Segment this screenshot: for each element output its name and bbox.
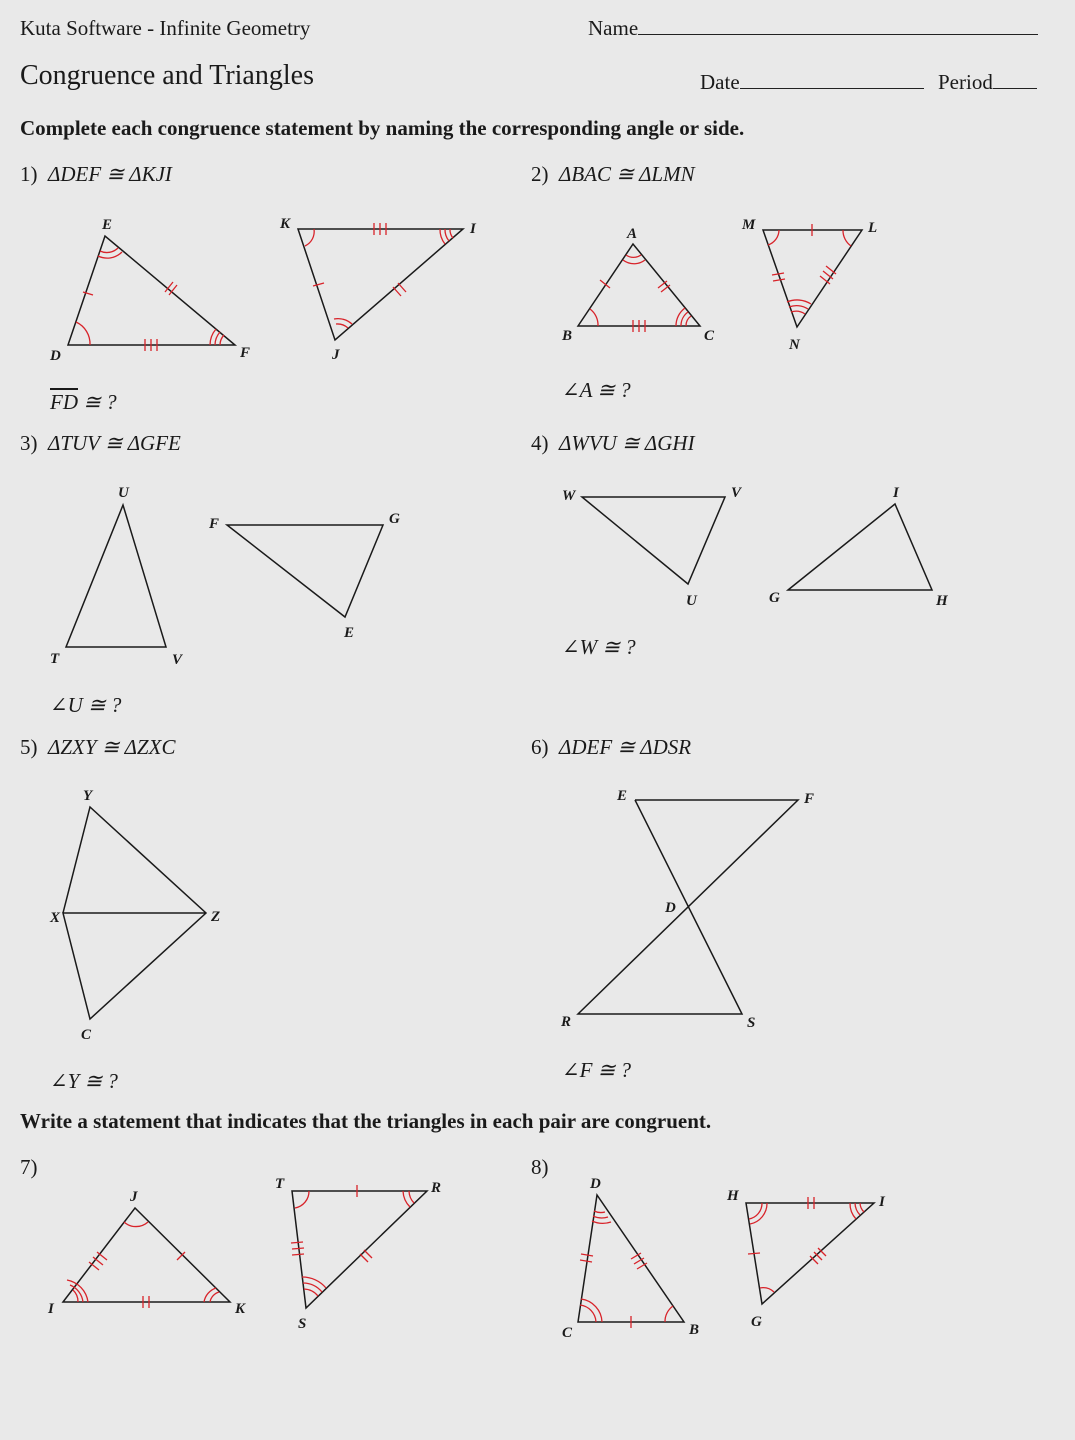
problem-number: 3) [20,431,38,455]
problem-2-figure [561,217,877,353]
name-blank[interactable] [638,33,1038,35]
vertex-label-x: X [50,910,61,926]
vertex-label-d: D [665,900,676,916]
vertex-label-e: E [617,788,628,804]
vertex-label-s: S [298,1316,307,1332]
vertex-label-y: Y [83,788,93,804]
triangle-hig [746,1203,874,1304]
problem-5-figure [49,788,220,1043]
section1-instruction: Complete each congruence statement by naming the corresponding angle or side. [20,116,745,140]
vertex-label-z: Z [211,909,221,925]
vertex-label-j: J [332,347,340,363]
vertex-label-i: I [470,221,476,237]
problem-3-question: ∠U ≅ ? [50,693,122,717]
vertex-label-c: C [704,328,715,344]
bowtie-def-dsr [578,800,798,1014]
angle-arcs [768,230,851,314]
congruence-statement: ΔTUV ≅ ΔGFE [48,431,181,455]
vertex-label-a: A [627,226,638,242]
angle-arcs [67,1222,219,1302]
vertex-label-f: F [804,791,815,807]
problem-8-number: 8) [531,1155,549,1179]
triangle-gfe [227,525,383,617]
name-label: Name [588,16,639,40]
triangle-ghi [788,504,932,590]
problem-7-figure [47,1176,441,1332]
vertex-label-k: K [235,1301,246,1317]
vertex-label-r: R [561,1014,572,1030]
problem-number: 4) [531,431,549,455]
kite-zxy-zxc [63,807,206,1019]
vertex-label-b: B [562,328,573,344]
vertex-label-j: J [130,1189,138,1205]
vertex-label-d: D [50,348,61,364]
vertex-label-e: E [102,217,113,233]
problem-4-question: ∠W ≅ ? [562,635,636,659]
problem-5-question: ∠Y ≅ ? [50,1069,118,1093]
angle-arcs [76,248,224,345]
problem-2-statement [531,162,695,187]
vertex-label-u: U [686,593,697,609]
congruence-statement: ΔDEF ≅ ΔDSR [559,735,692,759]
vertex-label-d: D [590,1176,601,1192]
triangle-lmn [763,230,862,327]
vertex-label-n: N [789,337,800,353]
triangle-def [68,236,235,345]
period-label: Period [938,70,993,94]
congruence-statement: ΔDEF ≅ ΔKJI [48,162,172,186]
vertex-label-i: I [893,485,899,501]
tick-marks [748,1197,826,1264]
vertex-label-v: V [731,485,742,501]
vertex-label-h: H [727,1188,739,1204]
angle-arcs [749,1203,864,1292]
segment-fd: $\overline{FD}$ [50,390,78,414]
vertex-label-t: T [275,1176,285,1192]
vertex-label-k: K [280,216,291,232]
angle-arcs [590,255,691,326]
congruence-statement: ΔWVU ≅ ΔGHI [559,431,695,455]
vertex-label-g: G [389,511,400,527]
vertex-label-g: G [769,590,780,606]
problem-8-figure [562,1176,886,1341]
problem-number: 5) [20,735,38,759]
problem-5-statement [20,735,175,760]
problem-4-figure [562,485,949,609]
problem-3-figure [50,485,400,668]
angle-arcs [580,1211,673,1322]
vertex-label-r: R [431,1180,442,1196]
page-title: Congruence and Triangles [20,60,314,91]
vertex-label-b: B [689,1322,700,1338]
date-blank[interactable] [740,87,924,89]
triangle-kji [298,229,463,340]
problem-3-statement [20,431,181,456]
vertex-label-l: L [868,220,878,236]
vertex-label-i: I [48,1301,54,1317]
vertex-label-c: C [81,1027,92,1043]
tick-marks [291,1185,372,1262]
vertex-label-m: M [742,217,756,233]
congruence-statement: ΔBAC ≅ ΔLMN [559,162,695,186]
section2-instruction: Write a statement that indicates that the triangles in each pair are congruent. [20,1109,712,1133]
angle-arcs [305,229,453,328]
vertex-label-v: V [172,652,183,668]
congruence-statement: ΔZXY ≅ ΔZXC [48,735,176,759]
problem-6-statement [531,735,691,760]
tick-marks [313,223,406,296]
triangle-jik [63,1208,230,1302]
tick-marks [580,1253,647,1328]
vertex-label-w: W [562,488,576,504]
vertex-label-h: H [936,593,948,609]
angle-arcs [295,1191,414,1296]
vertex-label-f: F [240,345,251,361]
tick-marks [83,282,177,351]
period-field[interactable] [938,70,1037,95]
triangle-wvu [582,497,725,584]
problem-number: 6) [531,735,549,759]
problem-1-question [50,390,117,415]
vertex-label-e: E [344,625,355,641]
problem-2-question: ∠A ≅ ? [562,378,631,402]
tick-marks [600,280,670,332]
problem-4-statement [531,431,695,456]
question-rest: ≅ ? [78,390,117,414]
vertex-label-u: U [118,485,129,501]
vertex-label-g: G [751,1314,762,1330]
vertex-label-t: T [50,651,60,667]
triangle-dcb [578,1195,684,1322]
date-label: Date [700,70,740,94]
period-blank[interactable] [993,87,1037,89]
problem-number: 2) [531,162,549,186]
vertex-label-i: I [879,1194,885,1210]
publisher-line: Kuta Software - Infinite Geometry [20,16,311,40]
vertex-label-f: F [209,516,220,532]
problem-number: 1) [20,162,38,186]
triangle-tuv [66,505,166,647]
vertex-label-s: S [747,1015,756,1031]
vertex-label-c: C [562,1325,573,1341]
name-field[interactable] [588,16,1038,41]
tick-marks [89,1252,185,1308]
problem-6-figure [560,788,814,1031]
triangle-bac [578,244,700,326]
problem-1-figure [49,216,477,364]
problem-7-number: 7) [20,1155,38,1179]
triangle-trs [292,1191,427,1308]
problem-1-statement [20,162,172,187]
tick-marks [772,224,836,284]
date-field[interactable] [700,70,924,95]
problem-6-question: ∠F ≅ ? [562,1058,632,1082]
